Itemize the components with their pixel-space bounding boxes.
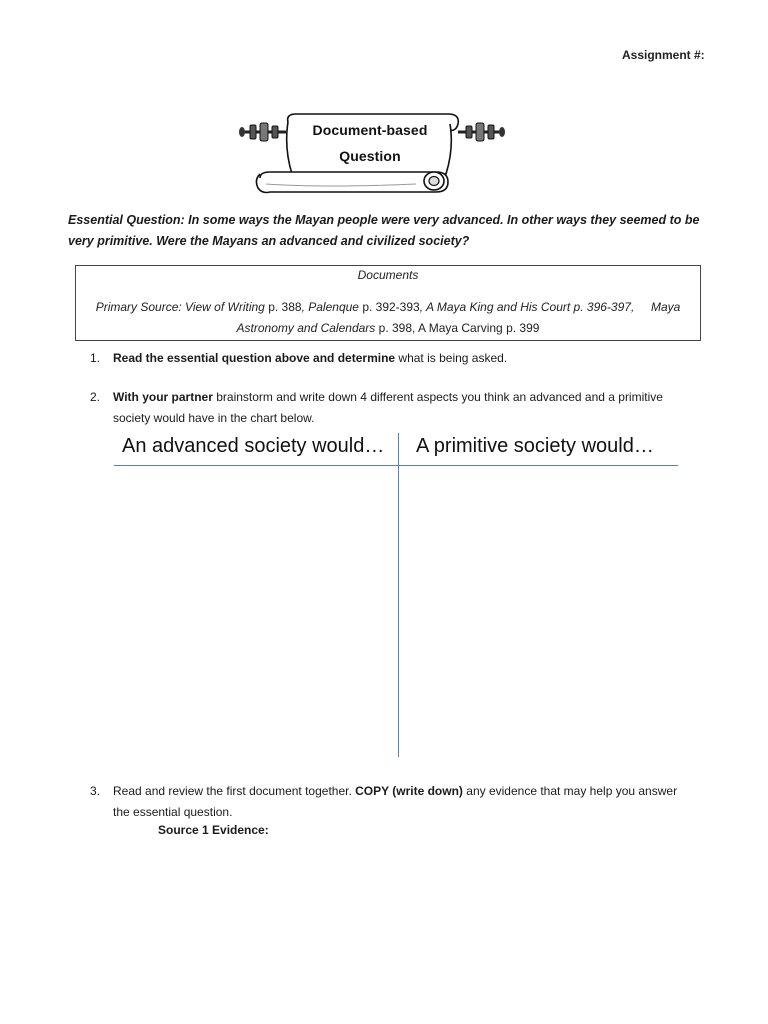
instruction-item-2 bbox=[90, 387, 670, 429]
document-title: Primary Source: View of Writing bbox=[95, 300, 265, 314]
instruction-item-3 bbox=[90, 781, 680, 823]
document-pages: p. 388 bbox=[268, 300, 302, 314]
instruction-text: Read and review the first document together. bbox=[113, 784, 356, 798]
t-chart-vertical-line bbox=[398, 433, 399, 757]
evidence-label: Evidence: bbox=[208, 823, 269, 837]
t-chart-horizontal-line bbox=[114, 465, 678, 466]
document-title: A Maya King and His Court p. 396-397 bbox=[425, 300, 631, 314]
banner-title-line2: Question bbox=[339, 148, 401, 164]
instruction-bold-text: COPY (write down) bbox=[355, 784, 463, 798]
instruction-text: what is being asked. bbox=[395, 351, 508, 365]
instruction-bold-text: Read the essential question above and determine bbox=[113, 351, 396, 365]
document-pages: A Maya Carving p. 399 bbox=[418, 321, 540, 335]
chart-header-primitive: A primitive society would… bbox=[416, 435, 654, 457]
instruction-text: brainstorm and write down 4 different aspects you think an advanced and a primitive society would have in the chart below. bbox=[113, 390, 663, 425]
instruction-text: any evidence that may help you answer the essential question. bbox=[113, 784, 678, 819]
source-1-evidence-label bbox=[158, 823, 269, 837]
instruction-item-1 bbox=[90, 348, 690, 369]
assignment-number-label: Assignment #: bbox=[622, 48, 705, 62]
source-1-label: Source 1 bbox=[158, 823, 209, 837]
chart-header-advanced: An advanced society would… bbox=[122, 435, 385, 457]
instruction-bold-text: With your partner bbox=[113, 390, 213, 404]
documents-heading: Documents bbox=[357, 268, 419, 282]
instruction-number: 3. bbox=[90, 784, 101, 798]
instruction-number: 1. bbox=[90, 351, 101, 365]
banner-title-line1: Document-based bbox=[312, 122, 428, 138]
documents-box bbox=[75, 265, 701, 341]
document-title: Maya Astronomy and Calendars bbox=[236, 300, 681, 335]
document-title: Palenque bbox=[308, 300, 359, 314]
document-based-question-banner bbox=[236, 108, 508, 198]
instruction-number: 2. bbox=[90, 390, 101, 404]
documents-source-list: Primary Source: View of Writing p. 388, Palenque p. 392-393, A Maya King and His Court p. 396-397, Maya Astronomy and Calendars p. 398, A Maya Carving p. 399 bbox=[95, 300, 681, 335]
essential-question: Essential Question: In some ways the Mayan people were very advanced. In other ways they seemed to be very primitive. Were the Mayans an advanced and civilized society? bbox=[68, 213, 700, 248]
document-pages: p. 392-393 bbox=[362, 300, 420, 314]
document-pages: p. 398 bbox=[378, 321, 413, 335]
